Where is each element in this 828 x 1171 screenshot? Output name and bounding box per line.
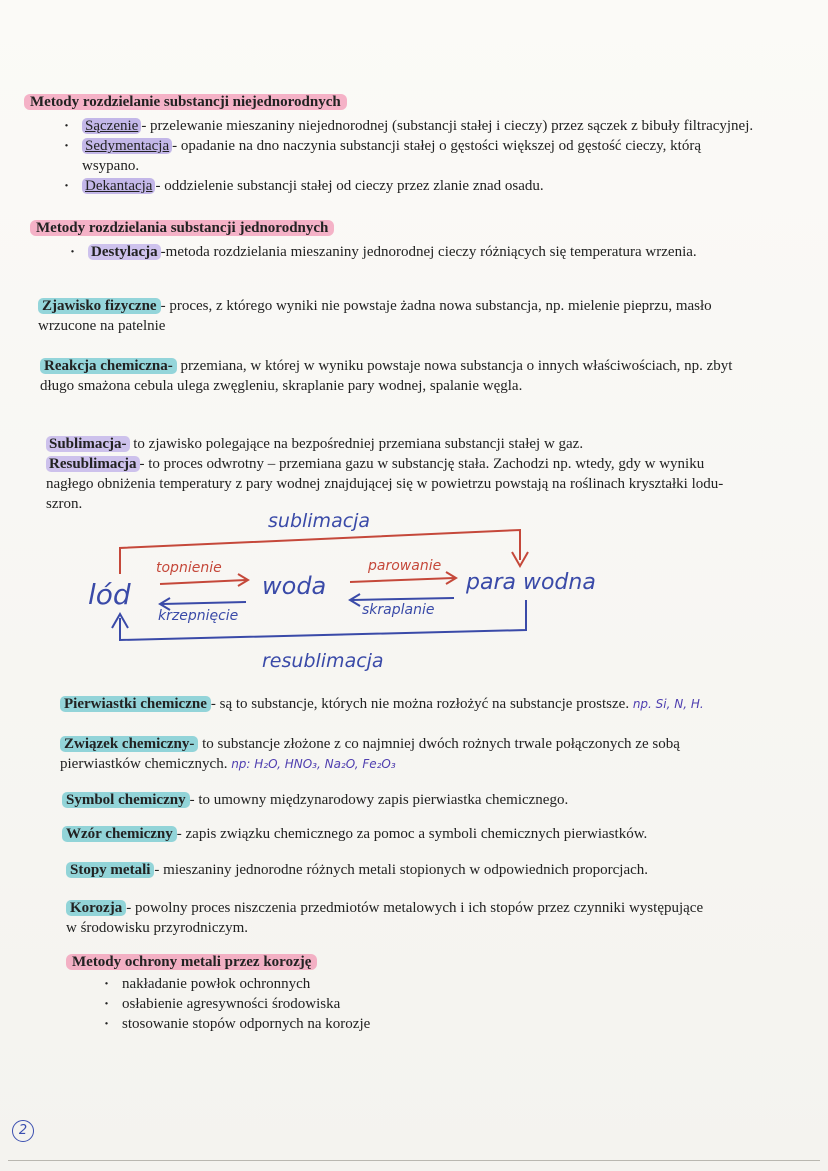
term-reakcja-chemiczna: Reakcja chemiczna- [40,358,177,374]
term-zwiazek: Związek chemiczny- [60,736,198,752]
term-symbol: Symbol chemiczny [62,792,190,808]
corrosion-definition [66,898,706,938]
definition-text: przemiana, w której w wyniku powstaje nowa substancja o innych właściwościach, np. zbyt długo smażona cebula ulega zwęgleniu, skraplanie pary wodnej, spalanie węgla. [40,358,733,394]
term-pierwiastki: Pierwiastki chemiczne [60,696,211,712]
term-zjawisko-fizyczne: Zjawisko fizyczne [38,298,161,314]
elements-definition [60,694,800,714]
definition-text: - zapis związku chemicznego za pomoc a symboli chemicznych pierwiastków. [176,826,648,842]
evaporation-arrow [350,578,454,582]
heterogeneous-title: Metody rozdzielanie substancji niejednorodnych [24,94,347,110]
homogeneous-title: Metody rozdzielania substancji jednorodnych [30,220,334,236]
term-sedymentacja: Sedymentacja [82,138,172,154]
definition-text: -metoda rozdzielania mieszaniny jednorodnej cieczy różniących się temperatura wrzenia. [160,244,697,260]
formula-definition [62,824,782,844]
definition-text: to zjawisko polegające na bezpośredniej przemiana substancji stałej w gaz. [129,436,584,452]
term-wzor: Wzór chemiczny [62,826,177,842]
protection-title: Metody ochrony metali przez korozję [66,954,317,970]
ice-label: lód [88,578,131,611]
evaporation-label: parowanie [368,558,442,574]
sublimation-label: sublimacja [268,510,371,532]
elements-note: np. Si, N, H. [632,697,704,711]
protection-section [66,952,566,1034]
term-destylacja: Destylacja [88,244,161,260]
definition-text: to substancje złożone z co najmniej dwóch rożnych trwale połączonych ze sobą pierwiastków chemicznych. [60,736,680,772]
term-sublimacja: Sublimacja- [46,436,130,452]
definition-text: - opadanie na dno naczynia substancji stałej o gęstości większej od gęstość cieczy, którą wsypano. [82,138,701,174]
freezing-arrow [162,602,246,604]
definition-text: - oddzielenie substancji stałej od cieczy przez zlanie znad osadu. [155,178,544,194]
definition-text: - mieszaniny jednorodne różnych metali stopionych w odpowiednich proporcjach. [154,862,649,878]
definition-text: - powolny proces niszczenia przedmiotów metalowych i ich stopów przez czynniki występujące w środowisku przyrodniczym. [66,900,704,936]
resublimation-label: resublimacja [262,650,384,672]
alloys-definition [66,860,786,880]
page-number: 2 [12,1120,34,1142]
list-item: · stosowanie stopów odpornych na korozje [98,1014,566,1034]
term-stopy: Stopy metali [66,862,154,878]
vapor-label: para wodna [466,570,596,595]
definition-text: - to proces odwrotny – przemiana gazu w substancję stała. Zachodzi np. wtedy, gdy w wyniku nagłego obniżenia temperatury z pary wodnej znajdującej się w powietrzu powstają na roślinach kryształki lodu- szron. [46,456,724,512]
term-resublimacja: Resublimacja [46,456,140,472]
definition-text: - proces, z którego wyniki nie powstaje żadna nowa substancja, np. mielenie pieprzu, masło wrzucone na patelnie [38,298,712,334]
protection-list [98,974,566,1034]
water-label: woda [262,572,327,600]
list-item: · osłabienie agresywności środowiska [98,994,566,1014]
definition-text: - są to substancje, których nie można rozłożyć na substancje prostsze. [210,696,630,712]
condensation-arrow [352,598,454,600]
definition-text: - przelewanie mieszaniny niejednorodnej (substancji stałej i cieczy) przez sączek z bibuły filtracyjnej. [141,118,754,134]
compound-note: np: H₂O, HNO₃, Na₂O, Fe₂O₃ [231,757,396,771]
melting-label: topnienie [156,560,222,576]
list-item: · nakładanie powłok ochronnych [98,974,566,994]
condensation-label: skraplanie [362,602,435,618]
definition-text: - to umowny międzynarodowy zapis pierwiastka chemicznego. [189,792,569,808]
compound-definition [60,734,740,774]
term-dekantacja: Dekantacja [82,178,155,194]
symbol-definition [62,790,762,810]
term-korozja: Korozja [66,900,126,916]
term-saczenie: Sączenie [82,118,141,134]
freezing-label: krzepnięcie [158,608,239,624]
melting-arrow [160,580,246,584]
